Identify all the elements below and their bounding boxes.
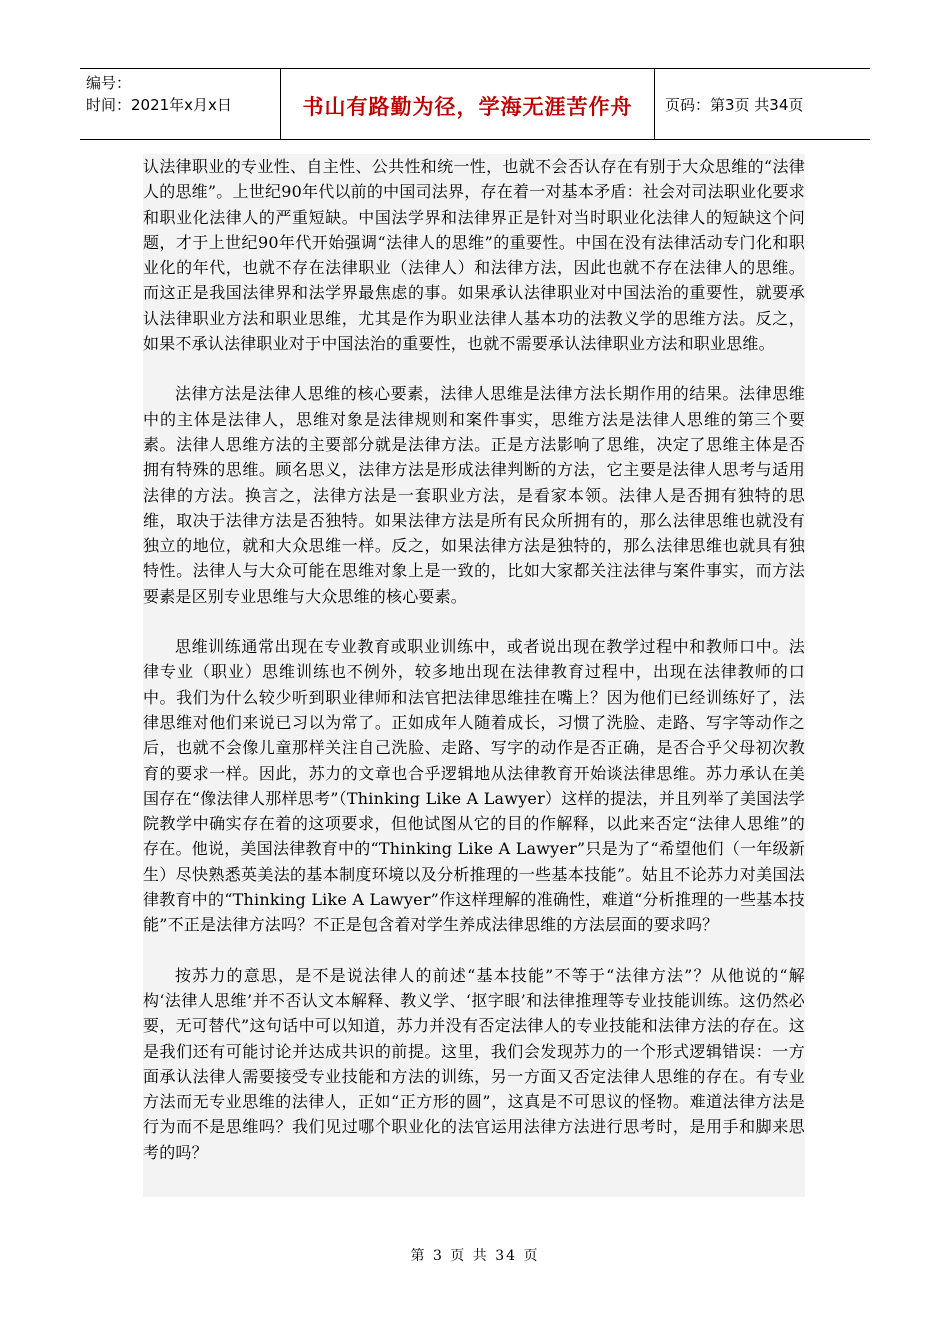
paragraph-4: 按苏力的意思，是不是说法律人的前述“基本技能”不等于“法律方法”？从他说的“解构‘法律人思维’并不否认文本解释、教义学、‘抠字眼’和法律推理等专业技能训练。这仍然必要，无可替代”这句话中可以知道，苏力并没有否定法律人的专业技能和法律方法的存在。这是我们还有可能讨论并达成共识的前提。这里，我们会发现苏力的一个形式逻辑错误：一方面承认法律人需要接受专业技能和方法的训练，另一方面又否定法律人思维的存在。有专业方法而无专业思维的法律人，正如“正方形的圆”，这真是不可思议的怪物。难道法律方法是行为而不是思维吗？我们见过哪个职业化的法官运用法律方法进行思考时，是用手和脚来思考的吗？ (143, 965, 805, 1162)
header-table (80, 68, 870, 140)
date-label: 时间：2021年x月x日 (86, 96, 232, 114)
number-label: 编号： (86, 74, 132, 92)
page-code: 页码：第3页 共34页 (665, 95, 804, 114)
motto: 书山有路勤为径，学海无涯苦作舟 (281, 69, 655, 139)
paragraph-3: 思维训练通常出现在专业教育或职业训练中，或者说出现在教学过程中和教师口中。法律专业（职业）思维训练也不例外，较多地出现在法律教育过程中，出现在法律教师的口中。我们为什么较少听到职业律师和法官把法律思维挂在嘴上？因为他们已经训练好了，法律思维对他们来说已习以为常了。正如成年人随着成长，习惯了洗脸、走路、写字等动作之后，也就不会像儿童那样关注自己洗脸、走路、写字的动作是否正确，是否合乎父母初次教育的要求一样。因此，苏力的文章也合乎逻辑地从法律教育开始谈法律思维。苏力承认在美国存在“像法律人那样思考”（Thinking Like A Lawyer）这样的提法，并且列举了美国法学院教学中确实存在着的这项要求，但他试图从它的目的作解释，以此来否定“法律人思维”的存在。他说，美国法律教育中的“Thinking Like A Lawyer”只是为了“希望他们（一年级新生）尽快熟悉英美法的基本制度环境以及分析推理的一些基本技能”。姑且不论苏力对美国法律教育中的“Thinking Like A Lawyer”作这样理解的准确性，难道“分析推理的一些基本技能”不正是法律方法吗？不正是包含着对学生养成法律思维的方法层面的要求吗？ (143, 637, 805, 935)
page-footer: 第 3 页 共 34 页 (410, 1248, 540, 1264)
header-meta (80, 69, 281, 139)
paragraph-1: 认法律职业的专业性、自主性、公共性和统一性，也就不会否认存在有别于大众思维的“法律人的思维”。上世纪90年代以前的中国司法界，存在着一对基本矛盾：社会对司法职业化要求和职业化法律人的严重短缺。中国法学界和法律界正是针对当时职业化法律人的短缺这个问题，才于上世纪90年代开始强调“法律人的思维”的重要性。中国在没有法律活动专门化和职业化的年代，也就不存在法律职业（法律人）和法律方法，因此也就不存在法律人的思维。而这正是我国法律界和法学界最焦虑的事。如果承认法律职业对中国法治的重要性，就要承认法律职业方法和职业思维，尤其是作为职业法律人基本功的法教义学的思维方法。反之，如果不承认法律职业对于中国法治的重要性，也就不需要承认法律职业方法和职业思维。 (143, 157, 805, 354)
body-text (143, 154, 805, 1197)
paragraph-2: 法律方法是法律人思维的核心要素，法律人思维是法律方法长期作用的结果。法律思维中的主体是法律人，思维对象是法律规则和案件事实，思维方法是法律人思维的第三个要素。法律人思维方法的主要部分就是法律方法。正是方法影响了思维，决定了思维主体是否拥有特殊的思维。顾名思义，法律方法是形成法律判断的方法，它主要是法律人思考与适用法律的方法。换言之，法律方法是一套职业方法，是看家本领。法律人是否拥有独特的思维，取决于法律方法是否独特。如果法律方法是所有民众所拥有的，那么法律思维也就没有独立的地位，就和大众思维一样。反之，如果法律方法是独特的，那么法律思维也就具有独特性。法律人与大众可能在思维对象上是一致的，比如大家都关注法律与案件事实，而方法要素是区别专业思维与大众思维的核心要素。 (143, 384, 805, 606)
